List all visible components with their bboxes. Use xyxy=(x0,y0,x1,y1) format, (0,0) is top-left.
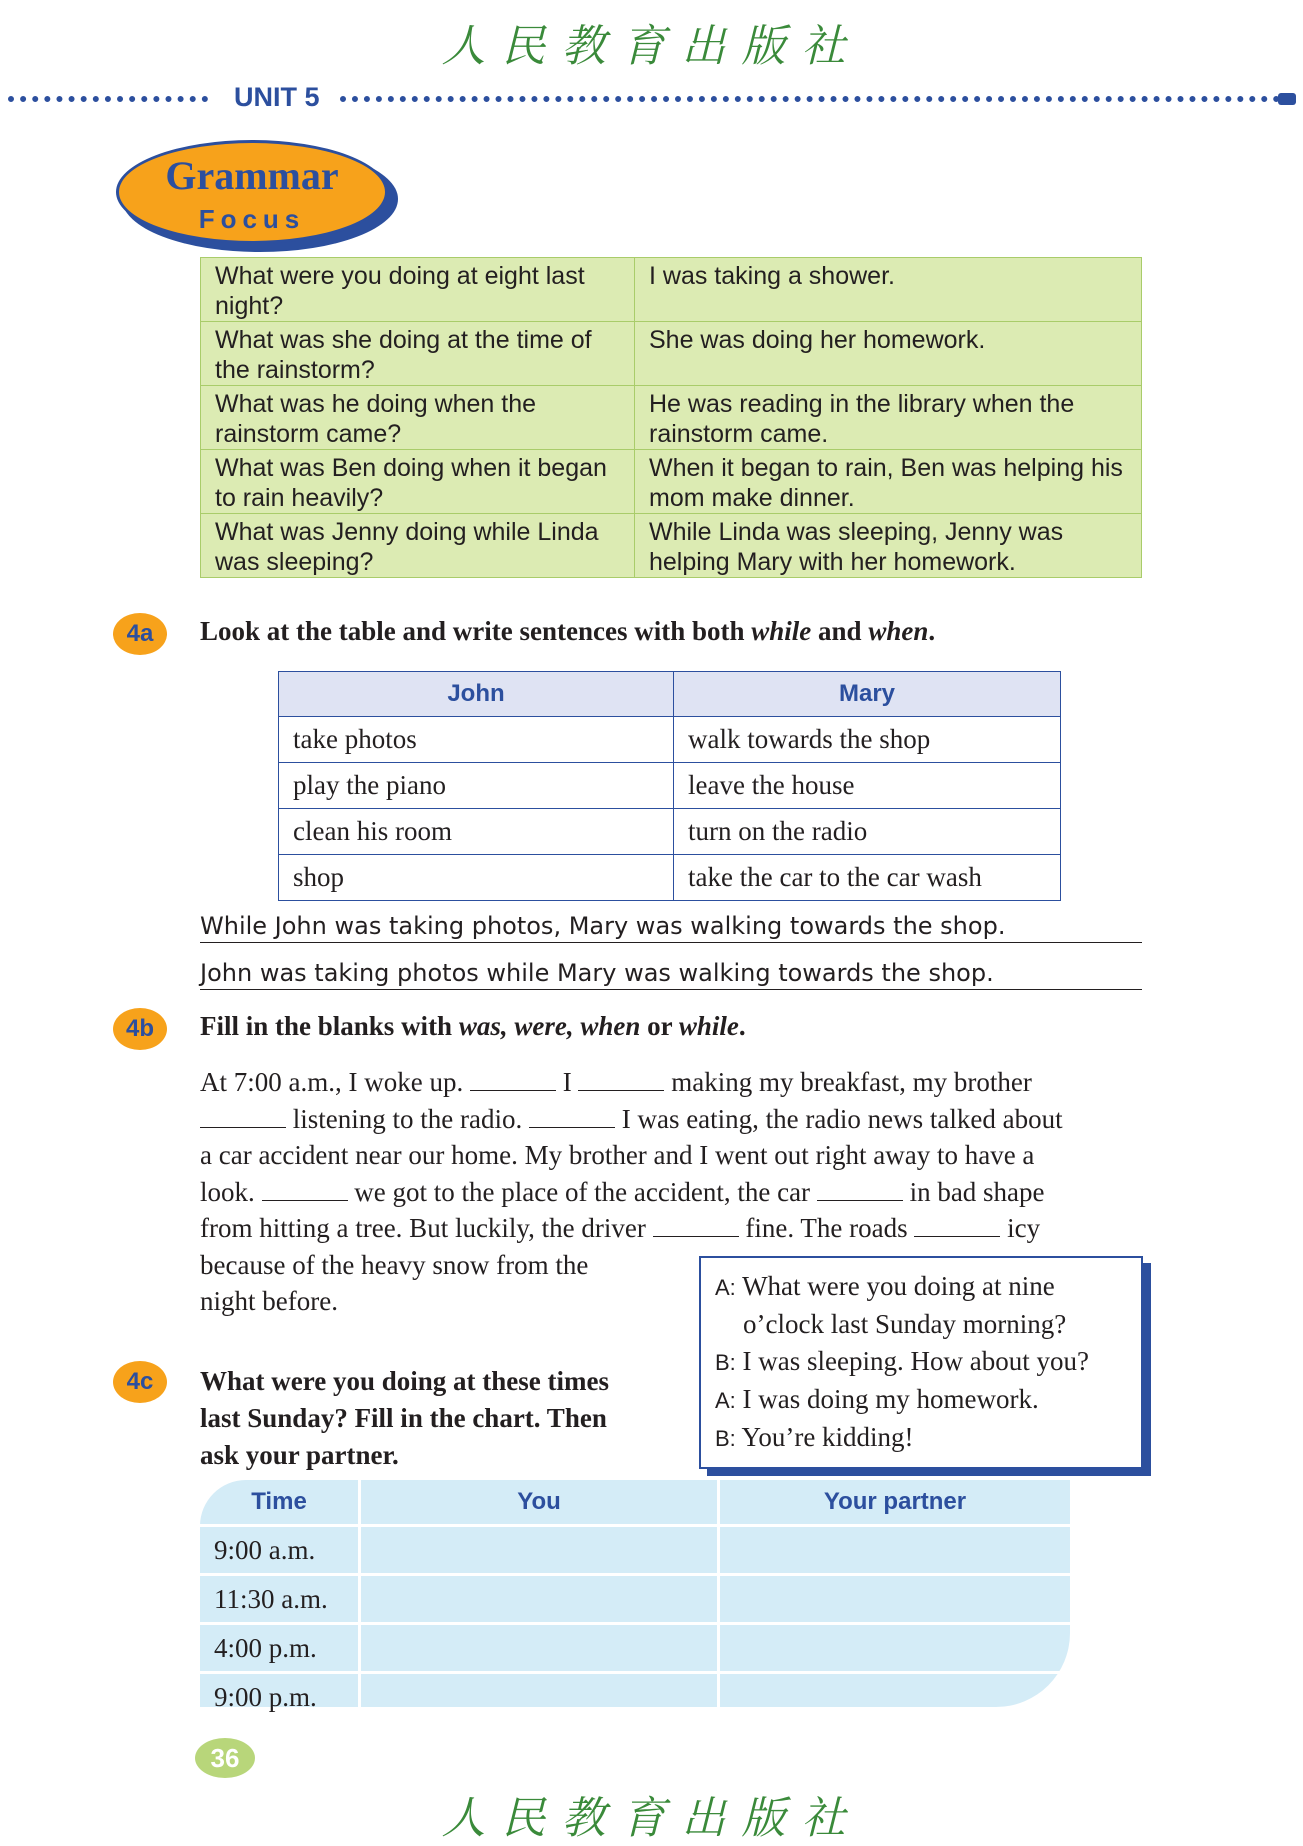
you-answer-cell[interactable] xyxy=(360,1526,719,1575)
instruction-text: . xyxy=(928,616,936,646)
time-cell: 11:30 a.m. xyxy=(200,1575,360,1624)
column-header-john: John xyxy=(279,672,674,717)
paragraph-text: making my breakfast, my brother xyxy=(671,1067,1032,1097)
time-cell: 4:00 p.m. xyxy=(200,1624,360,1673)
table-cell: walk towards the shop xyxy=(674,717,1061,763)
column-header-time: Time xyxy=(200,1480,360,1526)
table-row xyxy=(279,763,1061,809)
answer-cell: When it began to rain, Ben was helping his mom make dinner. xyxy=(635,450,1142,514)
answer-blank[interactable] xyxy=(817,1200,903,1201)
speaker-label: A: xyxy=(715,1275,736,1300)
answer-blank[interactable] xyxy=(914,1236,1000,1237)
table-cell: turn on the radio xyxy=(674,809,1061,855)
table-row xyxy=(279,809,1061,855)
section-marker-4a: 4a xyxy=(113,613,167,655)
partner-answer-cell[interactable] xyxy=(719,1673,1071,1721)
dialog-text: You’re kidding! xyxy=(741,1422,914,1452)
grammar-table xyxy=(200,257,1142,578)
instruction-4b xyxy=(200,1011,746,1042)
example-sentence-2: John was taking photos while Mary was walking towards the shop. xyxy=(200,959,1142,990)
paragraph-line xyxy=(200,1174,1145,1211)
table-row xyxy=(201,258,1142,322)
table-row xyxy=(201,514,1142,578)
table-row xyxy=(200,1575,1070,1624)
paragraph-line xyxy=(200,1064,1145,1101)
time-chart xyxy=(200,1480,1070,1720)
paragraph-text: in bad shape xyxy=(909,1176,1045,1207)
speaker-label: B: xyxy=(715,1426,736,1451)
speaker-label: B: xyxy=(715,1350,736,1375)
table-cell: take the car to the car wash xyxy=(674,855,1061,901)
table-cell: clean his room xyxy=(279,809,674,855)
you-answer-cell[interactable] xyxy=(360,1575,719,1624)
keyword-while: while xyxy=(678,1011,739,1041)
publisher-logo-footer: 人民教育出版社 xyxy=(441,1793,862,1844)
partner-answer-cell[interactable] xyxy=(719,1624,1071,1673)
answer-blank[interactable] xyxy=(200,1127,286,1128)
keyword-while: while xyxy=(751,616,812,646)
table-cell: take photos xyxy=(279,717,674,763)
dialog-line xyxy=(715,1419,1135,1457)
paragraph-text: we got to the place of the accident, the car xyxy=(354,1176,811,1207)
paragraph-text: fine. The roads xyxy=(745,1213,908,1243)
paragraph-text: listening to the radio. xyxy=(292,1103,523,1134)
instruction-text: Look at the table and write sentences with both xyxy=(200,616,752,646)
question-cell: What was she doing at the time of the rainstorm? xyxy=(201,322,635,386)
badge-subtitle: Focus xyxy=(198,204,306,234)
answer-cell: She was doing her homework. xyxy=(635,322,1142,386)
question-cell: What was Jenny doing while Linda was sleeping? xyxy=(201,514,635,578)
question-cell: What was Ben doing when it began to rain heavily? xyxy=(201,450,635,514)
table-header-row xyxy=(200,1480,1070,1526)
column-header-you: You xyxy=(360,1480,719,1526)
paragraph-text: At 7:00 a.m., I woke up. xyxy=(200,1067,464,1097)
dialog-text: I was sleeping. How about you? xyxy=(742,1346,1089,1376)
table-row xyxy=(279,717,1061,763)
dialog-box xyxy=(699,1256,1143,1469)
paragraph-line xyxy=(200,1210,1145,1247)
table-row xyxy=(279,855,1061,901)
table-cell: shop xyxy=(279,855,674,901)
answer-blank[interactable] xyxy=(529,1127,615,1128)
dialog-line xyxy=(715,1268,1135,1306)
paragraph-line xyxy=(200,1101,1145,1138)
dialog-line xyxy=(715,1343,1135,1381)
example-sentence-1: While John was taking photos, Mary was walking towards the shop. xyxy=(200,912,1142,943)
table-row xyxy=(200,1526,1070,1575)
time-cell: 9:00 p.m. xyxy=(200,1673,360,1721)
instruction-text: Fill in the blanks with xyxy=(200,1011,459,1041)
table-row xyxy=(201,450,1142,514)
dialog-text: What were you doing at nine xyxy=(742,1271,1055,1301)
paragraph-line: because of the heavy snow from the xyxy=(200,1249,589,1280)
partner-answer-cell[interactable] xyxy=(719,1575,1071,1624)
partner-answer-cell[interactable] xyxy=(719,1526,1071,1575)
answer-cell: He was reading in the library when the rainstorm came. xyxy=(635,386,1142,450)
answer-blank[interactable] xyxy=(578,1090,664,1091)
dialog-line: o’clock last Sunday morning? xyxy=(743,1309,1067,1339)
paragraph-line: night before. xyxy=(200,1286,338,1316)
instruction-4c xyxy=(200,1363,609,1474)
rule-end-cap xyxy=(1278,93,1296,105)
instruction-4a xyxy=(200,616,935,647)
question-cell: What were you doing at eight last night? xyxy=(201,258,635,322)
dialog-text: I was doing my homework. xyxy=(742,1384,1039,1414)
instruction-text: . xyxy=(738,1011,746,1041)
dotted-rule-right xyxy=(340,96,1280,102)
section-marker-4b: 4b xyxy=(113,1008,167,1050)
you-answer-cell[interactable] xyxy=(360,1673,719,1721)
table-cell: leave the house xyxy=(674,763,1061,809)
speaker-label: A: xyxy=(715,1388,736,1413)
question-cell: What was he doing when the rainstorm came? xyxy=(201,386,635,450)
dialog-lines xyxy=(715,1268,1135,1457)
publisher-logo: 人民教育出版社 xyxy=(441,21,862,72)
answer-cell: I was taking a shower. xyxy=(635,258,1142,322)
answer-blank[interactable] xyxy=(653,1236,739,1237)
table-row xyxy=(201,386,1142,450)
instruction-line: What were you doing at these times xyxy=(200,1366,609,1396)
answer-blank[interactable] xyxy=(262,1200,348,1201)
instruction-line: last Sunday? Fill in the chart. Then xyxy=(200,1403,607,1433)
keyword-when: when xyxy=(868,616,929,646)
john-mary-table xyxy=(278,671,1061,901)
paragraph-text: I xyxy=(562,1067,572,1097)
time-cell: 9:00 a.m. xyxy=(200,1526,360,1575)
badge-title: Grammar xyxy=(165,153,339,198)
paragraph-text: from hitting a tree. But luckily, the driver xyxy=(200,1213,646,1243)
paragraph-line: a car accident near our home. My brother and I went out right away to have a xyxy=(200,1140,1035,1170)
instruction-line: ask your partner. xyxy=(200,1440,399,1470)
paragraph-text: icy xyxy=(1007,1213,1041,1243)
column-header-partner: Your partner xyxy=(719,1480,1071,1526)
page-number: 36 xyxy=(195,1738,255,1778)
instruction-text: or xyxy=(640,1011,679,1041)
keyword-list: was, were, when xyxy=(458,1011,641,1041)
answer-blank[interactable] xyxy=(470,1090,556,1091)
paragraph-text: look. xyxy=(200,1176,255,1207)
table-cell: play the piano xyxy=(279,763,674,809)
answer-cell: While Linda was sleeping, Jenny was helping Mary with her homework. xyxy=(635,514,1142,578)
table-row xyxy=(200,1624,1070,1673)
unit-label: UNIT 5 xyxy=(234,82,320,112)
table-header-row xyxy=(279,672,1061,717)
table-row xyxy=(201,322,1142,386)
dotted-rule-left xyxy=(8,96,208,102)
table-row xyxy=(200,1673,1070,1721)
column-header-mary: Mary xyxy=(674,672,1061,717)
dialog-line xyxy=(715,1381,1135,1419)
instruction-text: and xyxy=(811,616,869,646)
section-marker-4c: 4c xyxy=(113,1361,167,1403)
paragraph-text: I was eating, the radio news talked about xyxy=(621,1103,1063,1134)
you-answer-cell[interactable] xyxy=(360,1624,719,1673)
